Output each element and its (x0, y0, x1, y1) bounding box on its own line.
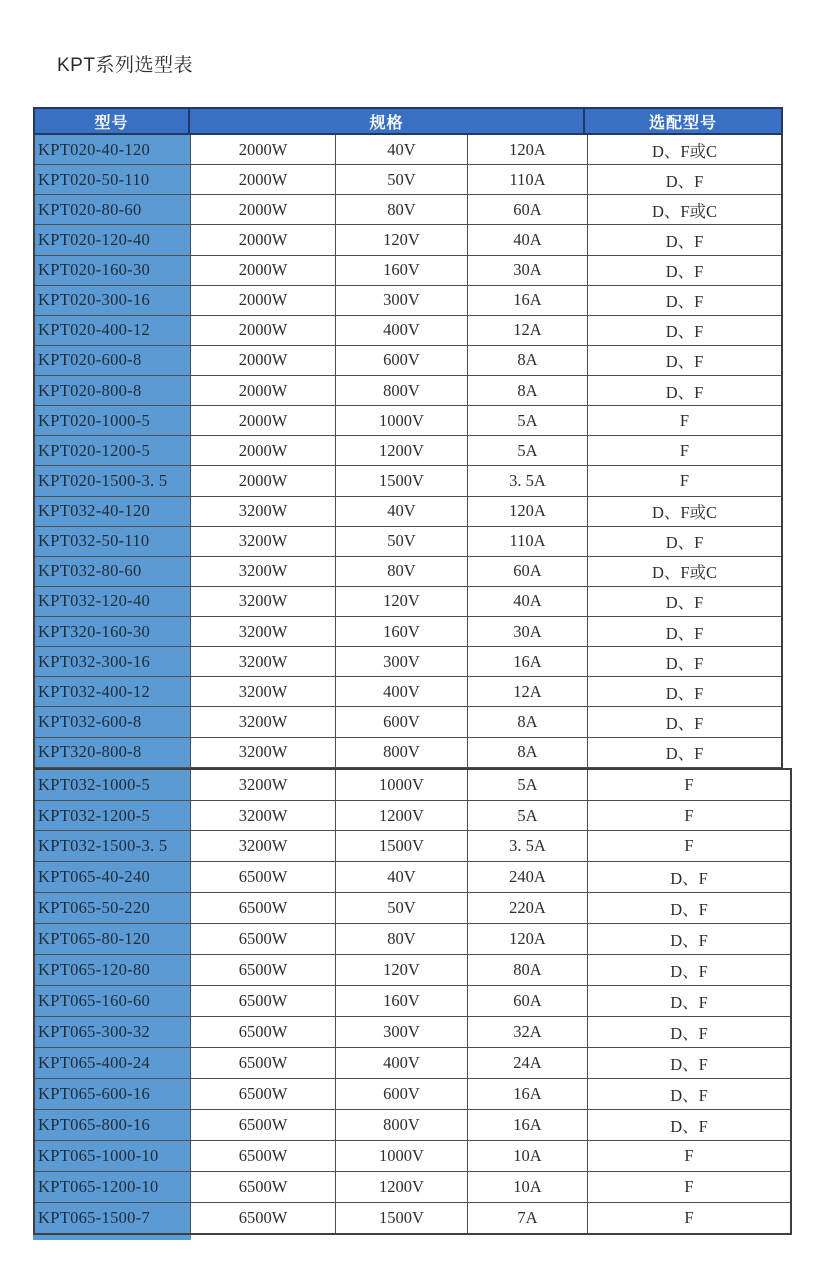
power-cell: 2000W (191, 406, 336, 436)
power-cell: 6500W (191, 893, 336, 924)
table-row (35, 647, 781, 677)
model-cell: KPT020-1000-5 (35, 406, 191, 436)
current-cell: 7A (468, 1203, 588, 1234)
table-body-lower (33, 768, 792, 1236)
table-row (35, 1017, 790, 1048)
model-cell: KPT065-1500-7 (35, 1203, 191, 1234)
current-cell: 110A (468, 165, 588, 195)
power-cell: 2000W (191, 346, 336, 376)
model-cell: KPT065-1200-10 (35, 1172, 191, 1203)
option-cell: F (588, 1203, 790, 1234)
current-cell: 12A (468, 316, 588, 346)
model-cell: KPT020-40-120 (35, 135, 191, 165)
table-row (35, 436, 781, 466)
model-cell: KPT020-600-8 (35, 346, 191, 376)
current-cell: 8A (468, 707, 588, 737)
table-row (35, 986, 790, 1017)
current-cell: 5A (468, 770, 588, 801)
option-cell: D、F (588, 165, 781, 195)
voltage-cell: 800V (336, 376, 468, 406)
option-cell: D、F (588, 986, 790, 1017)
table-row (35, 376, 781, 406)
power-cell: 3200W (191, 587, 336, 617)
current-cell: 40A (468, 587, 588, 617)
option-cell: F (588, 831, 790, 862)
current-cell: 16A (468, 1079, 588, 1110)
table-row (35, 1203, 790, 1234)
model-cell: KPT020-80-60 (35, 195, 191, 225)
model-cell: KPT020-400-12 (35, 316, 191, 346)
current-cell: 24A (468, 1048, 588, 1079)
option-cell: D、F (588, 527, 781, 557)
model-cell: KPT020-120-40 (35, 225, 191, 255)
option-cell: D、F (588, 862, 790, 893)
current-cell: 60A (468, 986, 588, 1017)
power-cell: 6500W (191, 862, 336, 893)
model-cell: KPT032-120-40 (35, 587, 191, 617)
voltage-cell: 1000V (336, 770, 468, 801)
power-cell: 2000W (191, 135, 336, 165)
voltage-cell: 50V (336, 165, 468, 195)
table-row (35, 225, 781, 255)
current-cell: 40A (468, 225, 588, 255)
current-cell: 8A (468, 738, 588, 768)
table-row (35, 1141, 790, 1172)
table-row (35, 466, 781, 496)
current-cell: 10A (468, 1172, 588, 1203)
power-cell: 3200W (191, 677, 336, 707)
kpt-selection-table (33, 107, 792, 1240)
voltage-cell: 1200V (336, 436, 468, 466)
option-cell: D、F (588, 707, 781, 737)
current-cell: 30A (468, 256, 588, 286)
option-cell: F (588, 1141, 790, 1172)
power-cell: 6500W (191, 924, 336, 955)
option-cell: D、F (588, 376, 781, 406)
voltage-cell: 160V (336, 617, 468, 647)
voltage-cell: 300V (336, 1017, 468, 1048)
voltage-cell: 40V (336, 497, 468, 527)
voltage-cell: 40V (336, 862, 468, 893)
voltage-cell: 50V (336, 893, 468, 924)
voltage-cell: 40V (336, 135, 468, 165)
voltage-cell: 800V (336, 738, 468, 768)
table-row (35, 770, 790, 801)
power-cell: 3200W (191, 801, 336, 832)
table-row (35, 862, 790, 893)
model-cell: KPT065-800-16 (35, 1110, 191, 1141)
option-cell: F (588, 770, 790, 801)
voltage-cell: 80V (336, 557, 468, 587)
option-cell: F (588, 1172, 790, 1203)
current-cell: 8A (468, 376, 588, 406)
table-row (35, 1172, 790, 1203)
model-cell: KPT320-800-8 (35, 738, 191, 768)
power-cell: 2000W (191, 225, 336, 255)
power-cell: 2000W (191, 256, 336, 286)
table-row (35, 1110, 790, 1141)
current-cell: 16A (468, 286, 588, 316)
table-row (35, 406, 781, 436)
option-cell: D、F或C (588, 195, 781, 225)
model-cell: KPT065-1000-10 (35, 1141, 191, 1172)
option-cell: D、F (588, 316, 781, 346)
option-cell: D、F (588, 346, 781, 376)
voltage-cell: 1200V (336, 1172, 468, 1203)
power-cell: 2000W (191, 436, 336, 466)
current-cell: 110A (468, 527, 588, 557)
model-cell: KPT320-160-30 (35, 617, 191, 647)
power-cell: 3200W (191, 617, 336, 647)
power-cell: 6500W (191, 1048, 336, 1079)
current-cell: 30A (468, 617, 588, 647)
power-cell: 2000W (191, 195, 336, 225)
model-cell: KPT032-1200-5 (35, 801, 191, 832)
current-cell: 240A (468, 862, 588, 893)
option-cell: D、F (588, 1048, 790, 1079)
voltage-cell: 120V (336, 225, 468, 255)
current-cell: 16A (468, 647, 588, 677)
table-row (35, 955, 790, 986)
voltage-cell: 120V (336, 955, 468, 986)
voltage-cell: 400V (336, 1048, 468, 1079)
option-cell: D、F (588, 924, 790, 955)
voltage-cell: 1000V (336, 406, 468, 436)
power-cell: 3200W (191, 831, 336, 862)
power-cell: 2000W (191, 165, 336, 195)
model-cell: KPT065-50-220 (35, 893, 191, 924)
power-cell: 2000W (191, 466, 336, 496)
power-cell: 3200W (191, 527, 336, 557)
page-title: KPT系列选型表 (57, 55, 193, 76)
model-cell: KPT065-300-32 (35, 1017, 191, 1048)
current-cell: 10A (468, 1141, 588, 1172)
model-cell: KPT020-800-8 (35, 376, 191, 406)
current-cell: 5A (468, 801, 588, 832)
current-cell: 120A (468, 135, 588, 165)
voltage-cell: 800V (336, 1110, 468, 1141)
power-cell: 6500W (191, 955, 336, 986)
option-cell: D、F (588, 677, 781, 707)
power-cell: 6500W (191, 986, 336, 1017)
power-cell: 6500W (191, 1110, 336, 1141)
model-cell: KPT020-160-30 (35, 256, 191, 286)
model-cell: KPT032-80-60 (35, 557, 191, 587)
table-row (35, 497, 781, 527)
current-cell: 12A (468, 677, 588, 707)
current-cell: 5A (468, 406, 588, 436)
table-row (35, 165, 781, 195)
table-row (35, 587, 781, 617)
power-cell: 2000W (191, 286, 336, 316)
voltage-cell: 400V (336, 677, 468, 707)
option-cell: D、F (588, 1079, 790, 1110)
current-cell: 80A (468, 955, 588, 986)
voltage-cell: 1500V (336, 831, 468, 862)
option-cell: D、F或C (588, 135, 781, 165)
current-cell: 3. 5A (468, 831, 588, 862)
current-cell: 3. 5A (468, 466, 588, 496)
current-cell: 220A (468, 893, 588, 924)
model-cell: KPT020-1500-3. 5 (35, 466, 191, 496)
table-row (35, 527, 781, 557)
model-cell: KPT065-80-120 (35, 924, 191, 955)
voltage-cell: 300V (336, 286, 468, 316)
voltage-cell: 160V (336, 986, 468, 1017)
table-row (35, 738, 781, 768)
voltage-cell: 600V (336, 346, 468, 376)
option-cell: D、F (588, 955, 790, 986)
voltage-cell: 1500V (336, 466, 468, 496)
table-row (35, 831, 790, 862)
option-cell: D、F (588, 286, 781, 316)
option-cell: D、F (588, 647, 781, 677)
model-cell: KPT032-300-16 (35, 647, 191, 677)
power-cell: 3200W (191, 770, 336, 801)
table-row (35, 707, 781, 737)
current-cell: 5A (468, 436, 588, 466)
table-row (35, 617, 781, 647)
power-cell: 3200W (191, 707, 336, 737)
model-cell: KPT065-40-240 (35, 862, 191, 893)
voltage-cell: 80V (336, 195, 468, 225)
option-cell: D、F (588, 893, 790, 924)
model-cell: KPT032-600-8 (35, 707, 191, 737)
current-cell: 8A (468, 346, 588, 376)
option-cell: D、F (588, 738, 781, 768)
voltage-cell: 600V (336, 707, 468, 737)
current-cell: 16A (468, 1110, 588, 1141)
voltage-cell: 160V (336, 256, 468, 286)
voltage-cell: 1200V (336, 801, 468, 832)
header-option: 选配型号 (648, 114, 717, 132)
table-row (35, 256, 781, 286)
current-cell: 120A (468, 497, 588, 527)
table-row (35, 924, 790, 955)
model-cell: KPT065-160-60 (35, 986, 191, 1017)
current-cell: 60A (468, 195, 588, 225)
model-column-tail (33, 1235, 191, 1240)
voltage-cell: 120V (336, 587, 468, 617)
power-cell: 6500W (191, 1017, 336, 1048)
voltage-cell: 50V (336, 527, 468, 557)
model-cell: KPT032-40-120 (35, 497, 191, 527)
table-row (35, 557, 781, 587)
model-cell: KPT020-50-110 (35, 165, 191, 195)
option-cell: F (588, 406, 781, 436)
option-cell: D、F (588, 1017, 790, 1048)
voltage-cell: 400V (336, 316, 468, 346)
option-cell: D、F (588, 1110, 790, 1141)
model-cell: KPT020-300-16 (35, 286, 191, 316)
model-cell: KPT032-400-12 (35, 677, 191, 707)
table-row (35, 135, 781, 165)
table-row (35, 801, 790, 832)
option-cell: D、F (588, 617, 781, 647)
option-cell: F (588, 801, 790, 832)
power-cell: 6500W (191, 1141, 336, 1172)
table-row (35, 346, 781, 376)
voltage-cell: 600V (336, 1079, 468, 1110)
voltage-cell: 80V (336, 924, 468, 955)
model-cell: KPT032-50-110 (35, 527, 191, 557)
option-cell: D、F (588, 256, 781, 286)
voltage-cell: 1000V (336, 1141, 468, 1172)
power-cell: 3200W (191, 497, 336, 527)
table-row (35, 316, 781, 346)
model-cell: KPT065-120-80 (35, 955, 191, 986)
header-spec: 规格 (190, 109, 585, 133)
table-row (35, 893, 790, 924)
model-cell: KPT020-1200-5 (35, 436, 191, 466)
power-cell: 3200W (191, 557, 336, 587)
table-row (35, 677, 781, 707)
voltage-cell: 300V (336, 647, 468, 677)
current-cell: 32A (468, 1017, 588, 1048)
table-body-upper (33, 135, 783, 768)
power-cell: 3200W (191, 738, 336, 768)
table-row (35, 286, 781, 316)
voltage-cell: 1500V (336, 1203, 468, 1234)
option-cell: D、F (588, 225, 781, 255)
current-cell: 120A (468, 924, 588, 955)
power-cell: 2000W (191, 376, 336, 406)
table-row (35, 1048, 790, 1079)
model-cell: KPT065-600-16 (35, 1079, 191, 1110)
power-cell: 3200W (191, 647, 336, 677)
option-cell: F (588, 436, 781, 466)
power-cell: 6500W (191, 1203, 336, 1234)
model-cell: KPT032-1000-5 (35, 770, 191, 801)
header-model: 型号 (35, 109, 190, 133)
option-cell: D、F或C (588, 557, 781, 587)
option-cell: D、F或C (588, 497, 781, 527)
current-cell: 60A (468, 557, 588, 587)
model-cell: KPT065-400-24 (35, 1048, 191, 1079)
table-header-row (33, 107, 783, 135)
option-cell: F (588, 466, 781, 496)
power-cell: 6500W (191, 1079, 336, 1110)
option-cell: D、F (588, 587, 781, 617)
power-cell: 2000W (191, 316, 336, 346)
table-row (35, 1079, 790, 1110)
power-cell: 6500W (191, 1172, 336, 1203)
table-row (35, 195, 781, 225)
model-cell: KPT032-1500-3. 5 (35, 831, 191, 862)
